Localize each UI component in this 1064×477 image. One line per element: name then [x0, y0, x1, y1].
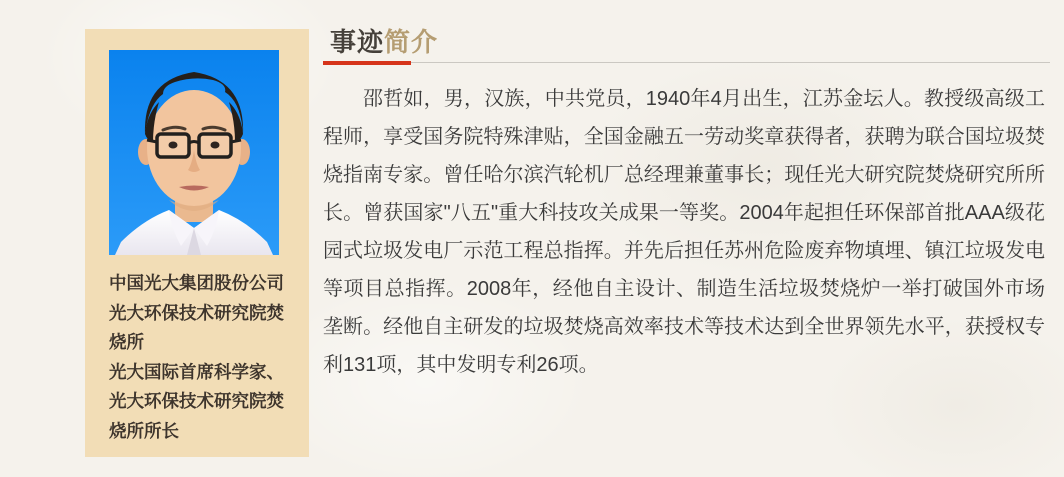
section-title-part1: 事迹 — [330, 27, 385, 57]
portrait-illustration — [109, 50, 279, 255]
organization-text: 中国光大集团股份公司光大环保技术研究院焚烧所 — [109, 273, 284, 352]
title-underline — [323, 61, 1050, 67]
section-title — [330, 27, 1050, 57]
profile-affiliation — [109, 269, 289, 446]
section-title-part2: 简介 — [384, 27, 439, 57]
biography-paragraph: 邵哲如，男，汉族，中共党员，1940年4月出生，江苏金坛人。教授级高级工程师，享受国务院特殊津贴，全国金融五一劳动奖章获得者，获聘为联合国垃圾焚烧指南专家。曾任哈尔滨汽轮机厂总经理兼董事长；现任光大研究院焚烧研究所所长。曾获国家"八五"重大科技攻关成果一等奖。2004年起担任环保部首批AAA级花园式垃圾发电厂示范工程总指挥。并先后担任苏州危险废弃物填埋、镇江垃圾发电等项目总指挥。2008年，经他自主设计、制造生活垃圾焚烧炉一举打破国外市场垄断。经他自主研发的垃圾焚烧高效率技术等技术达到全世界领先水平，获授权专利131项，其中发明专利26项。 — [323, 88, 1045, 376]
content-area — [323, 27, 1050, 384]
title-underline-rule — [411, 62, 1050, 63]
profile-card — [85, 29, 309, 457]
title-underline-accent — [323, 61, 411, 65]
role-text: 光大国际首席科学家、光大环保技术研究院焚烧所所长 — [109, 361, 284, 441]
portrait-photo — [109, 50, 279, 255]
